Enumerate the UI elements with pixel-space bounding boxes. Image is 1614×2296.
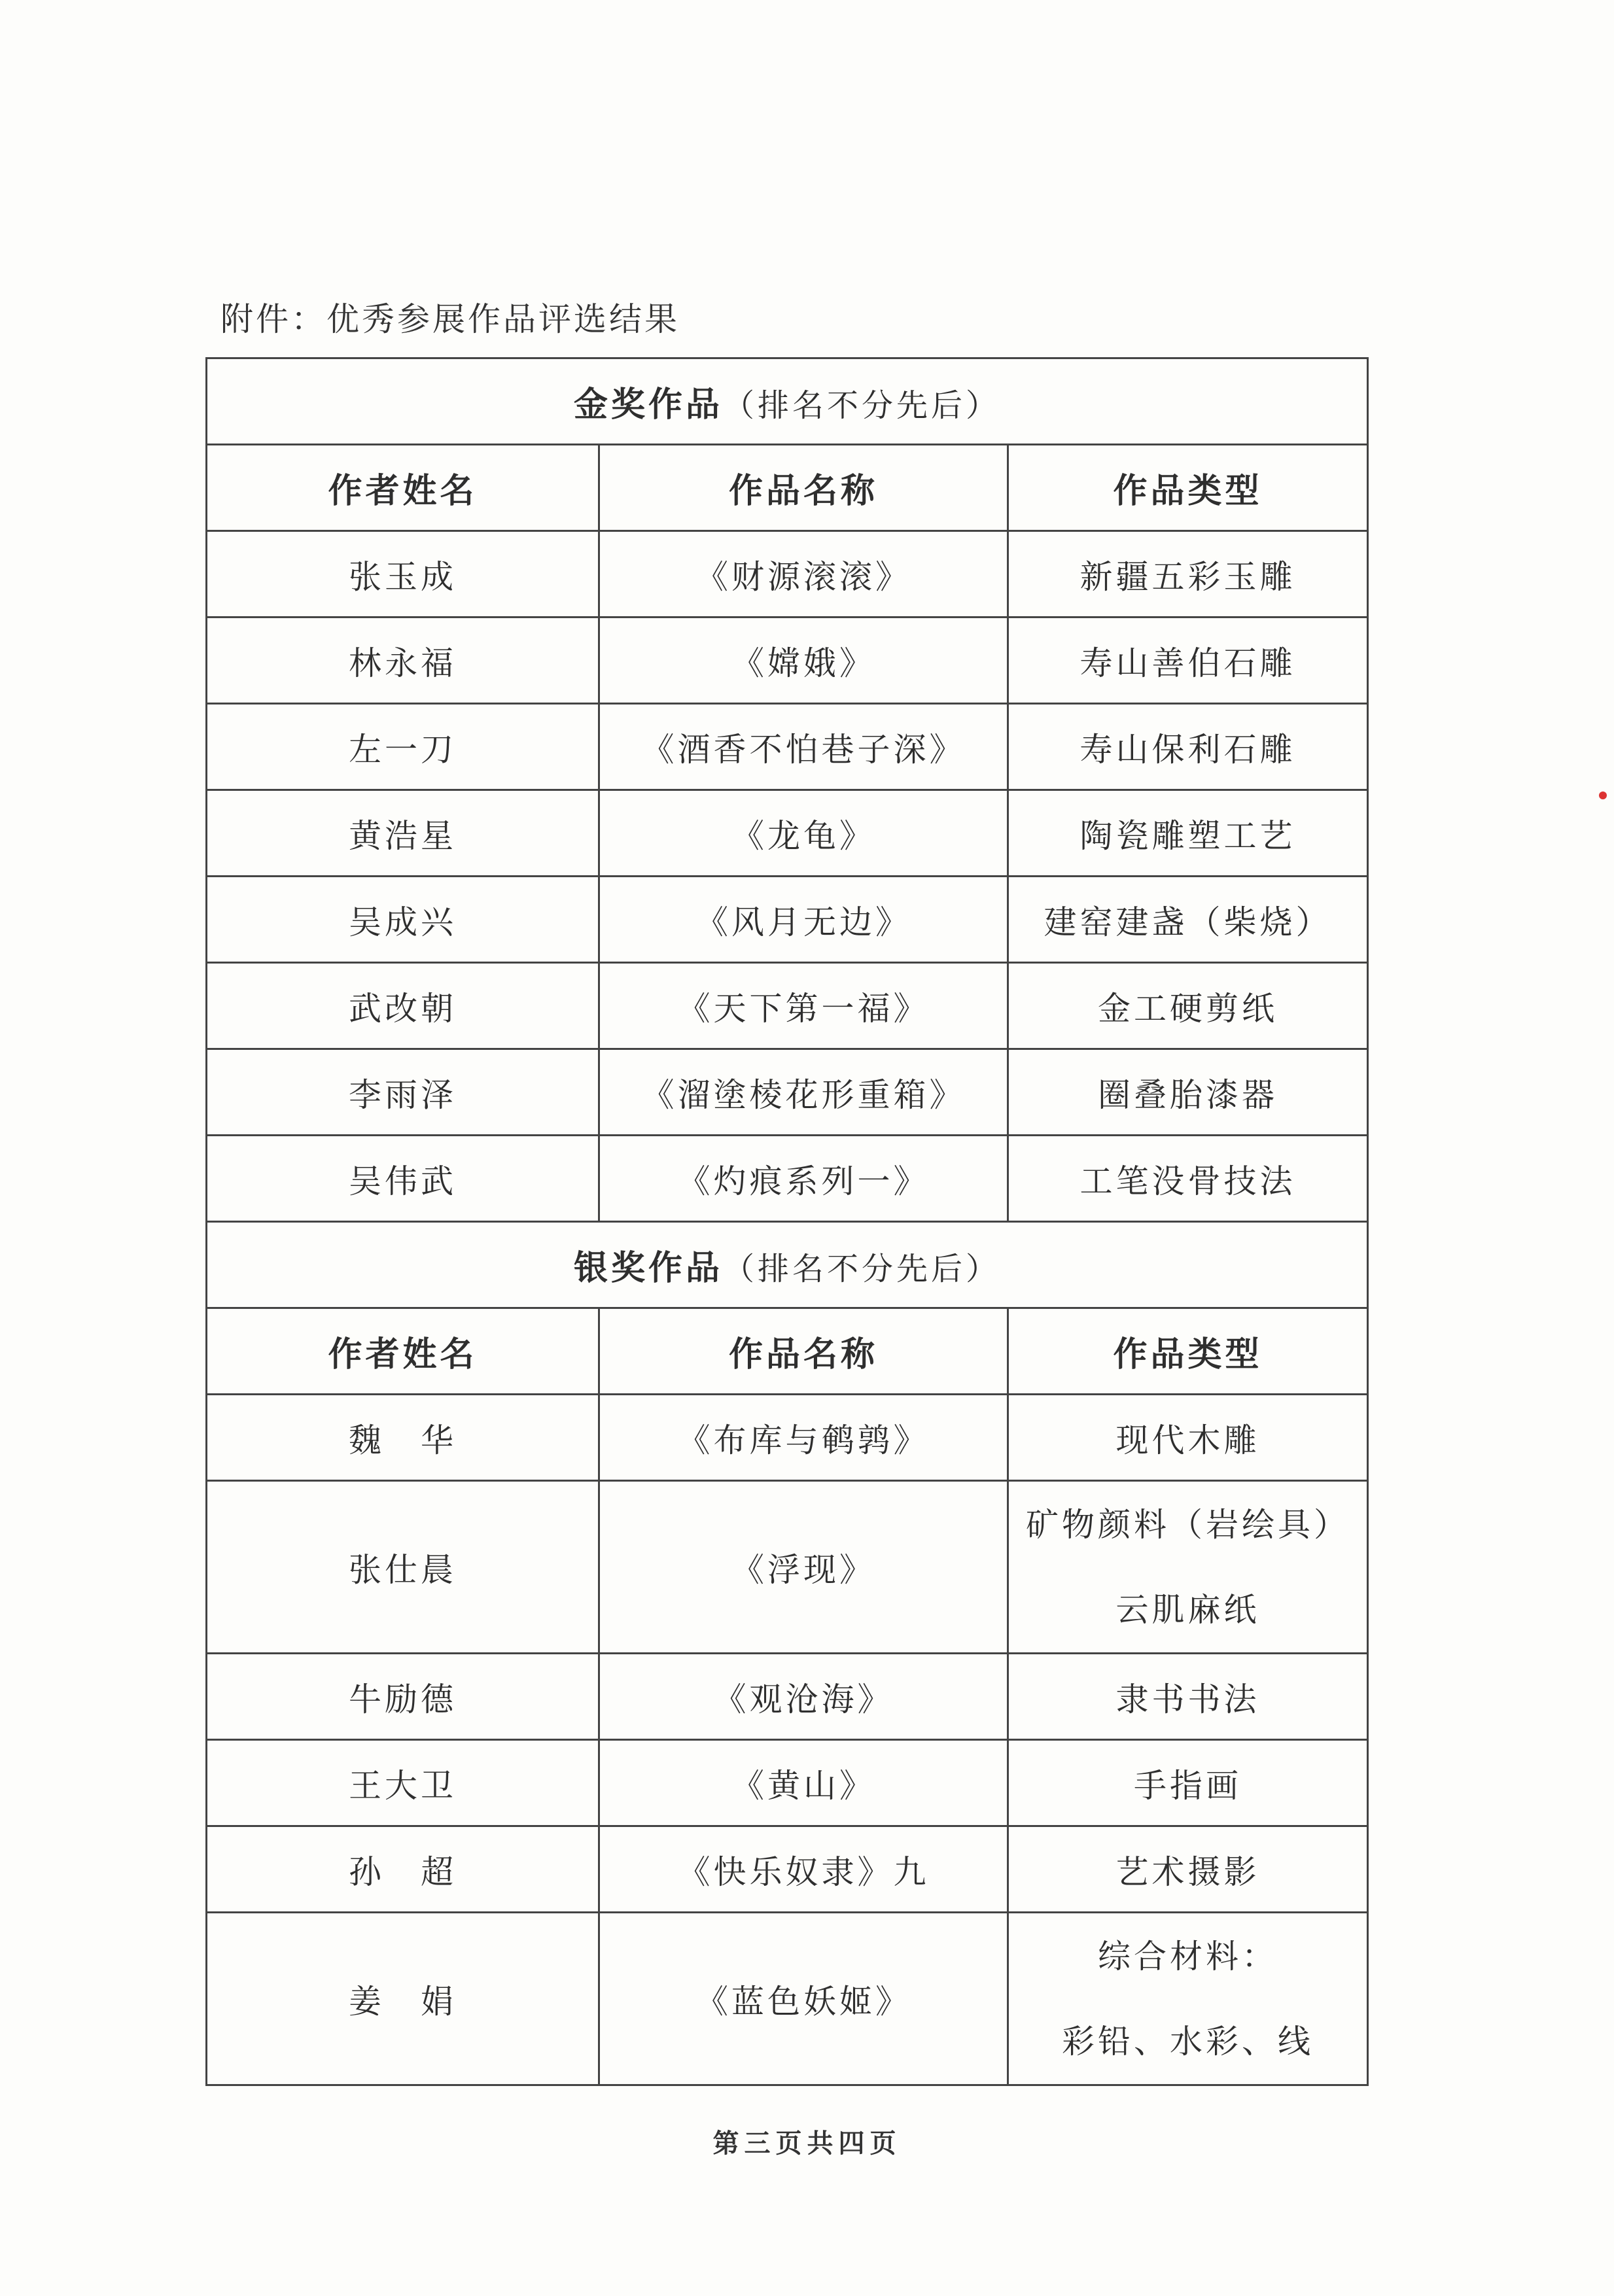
type-cell xyxy=(1008,1481,1368,1654)
type-cell: 寿山保利石雕 xyxy=(1008,704,1368,790)
table-row xyxy=(207,1654,1368,1740)
header-work: 作品名称 xyxy=(599,445,1008,531)
table-row xyxy=(207,1826,1368,1913)
gold-title: 金奖作品 xyxy=(573,385,723,425)
author-cell: 黄浩星 xyxy=(207,790,599,877)
work-cell: 《财源滚滚》 xyxy=(599,531,1008,617)
author-cell: 武改朝 xyxy=(207,963,599,1049)
gold-section-title xyxy=(207,358,1368,445)
scan-speck xyxy=(1599,791,1607,799)
work-cell: 《嫦娥》 xyxy=(599,617,1008,704)
type-cell: 新疆五彩玉雕 xyxy=(1008,531,1368,617)
author-cell: 魏 华 xyxy=(207,1395,599,1481)
table-row xyxy=(207,1481,1368,1654)
work-cell: 《布库与鹌鹑》 xyxy=(599,1395,1008,1481)
work-cell: 《观沧海》 xyxy=(599,1654,1008,1740)
attachment-title: 附件：优秀参展作品评选结果 xyxy=(220,300,680,338)
work-cell: 《快乐奴隶》九 xyxy=(599,1826,1008,1913)
table-row xyxy=(207,531,1368,617)
silver-note: （排名不分先后） xyxy=(723,1251,1001,1287)
gold-note: （排名不分先后） xyxy=(723,387,1001,424)
author-cell: 李雨泽 xyxy=(207,1049,599,1136)
gold-section-row xyxy=(207,358,1368,445)
table-row xyxy=(207,877,1368,963)
gold-header-row xyxy=(207,445,1368,531)
results-table xyxy=(205,357,1369,2086)
author-cell: 牛励德 xyxy=(207,1654,599,1740)
work-cell: 《天下第一福》 xyxy=(599,963,1008,1049)
page-footer: 第三页共四页 xyxy=(712,2128,902,2159)
author-cell: 孙 超 xyxy=(207,1826,599,1913)
header-author: 作者姓名 xyxy=(207,1308,599,1395)
type-line-1: 综合材料： xyxy=(1098,1937,1278,1975)
author-cell: 左一刀 xyxy=(207,704,599,790)
type-cell xyxy=(1008,1913,1368,2085)
table-row xyxy=(207,1136,1368,1222)
type-cell: 圈叠胎漆器 xyxy=(1008,1049,1368,1136)
type-cell: 工笔没骨技法 xyxy=(1008,1136,1368,1222)
work-cell: 《龙龟》 xyxy=(599,790,1008,877)
type-line-1: 矿物颜料（岩绘具） xyxy=(1026,1505,1350,1544)
work-cell: 《浮现》 xyxy=(599,1481,1008,1654)
silver-header-row xyxy=(207,1308,1368,1395)
author-cell: 王大卫 xyxy=(207,1740,599,1826)
work-cell: 《溜塗棱花形重箱》 xyxy=(599,1049,1008,1136)
table-row xyxy=(207,704,1368,790)
type-line-2: 云肌麻纸 xyxy=(1115,1590,1260,1629)
type-cell: 陶瓷雕塑工艺 xyxy=(1008,790,1368,877)
table-row xyxy=(207,1913,1368,2085)
table-row xyxy=(207,1049,1368,1136)
table-row xyxy=(207,963,1368,1049)
author-cell: 林永福 xyxy=(207,617,599,704)
header-type: 作品类型 xyxy=(1008,445,1368,531)
type-cell: 隶书书法 xyxy=(1008,1654,1368,1740)
author-cell: 姜 娟 xyxy=(207,1913,599,2085)
silver-section-title xyxy=(207,1222,1368,1308)
work-cell: 《蓝色妖姬》 xyxy=(599,1913,1008,2085)
work-cell: 《灼痕系列一》 xyxy=(599,1136,1008,1222)
table-row xyxy=(207,790,1368,877)
type-cell: 寿山善伯石雕 xyxy=(1008,617,1368,704)
header-work: 作品名称 xyxy=(599,1308,1008,1395)
table-row xyxy=(207,1740,1368,1826)
work-cell: 《酒香不怕巷子深》 xyxy=(599,704,1008,790)
silver-title: 银奖作品 xyxy=(573,1248,723,1288)
type-cell: 手指画 xyxy=(1008,1740,1368,1826)
header-author: 作者姓名 xyxy=(207,445,599,531)
work-cell: 《黄山》 xyxy=(599,1740,1008,1826)
header-type: 作品类型 xyxy=(1008,1308,1368,1395)
type-cell: 建窑建盏（柴烧） xyxy=(1008,877,1368,963)
work-cell: 《风月无边》 xyxy=(599,877,1008,963)
author-cell: 吴成兴 xyxy=(207,877,599,963)
author-cell: 吴伟武 xyxy=(207,1136,599,1222)
author-cell: 张仕晨 xyxy=(207,1481,599,1654)
author-cell: 张玉成 xyxy=(207,531,599,617)
type-cell: 金工硬剪纸 xyxy=(1008,963,1368,1049)
type-cell: 艺术摄影 xyxy=(1008,1826,1368,1913)
type-line-2: 彩铅、水彩、线 xyxy=(1062,2022,1314,2061)
type-cell: 现代木雕 xyxy=(1008,1395,1368,1481)
table-row xyxy=(207,1395,1368,1481)
table-row xyxy=(207,617,1368,704)
silver-section-row xyxy=(207,1222,1368,1308)
